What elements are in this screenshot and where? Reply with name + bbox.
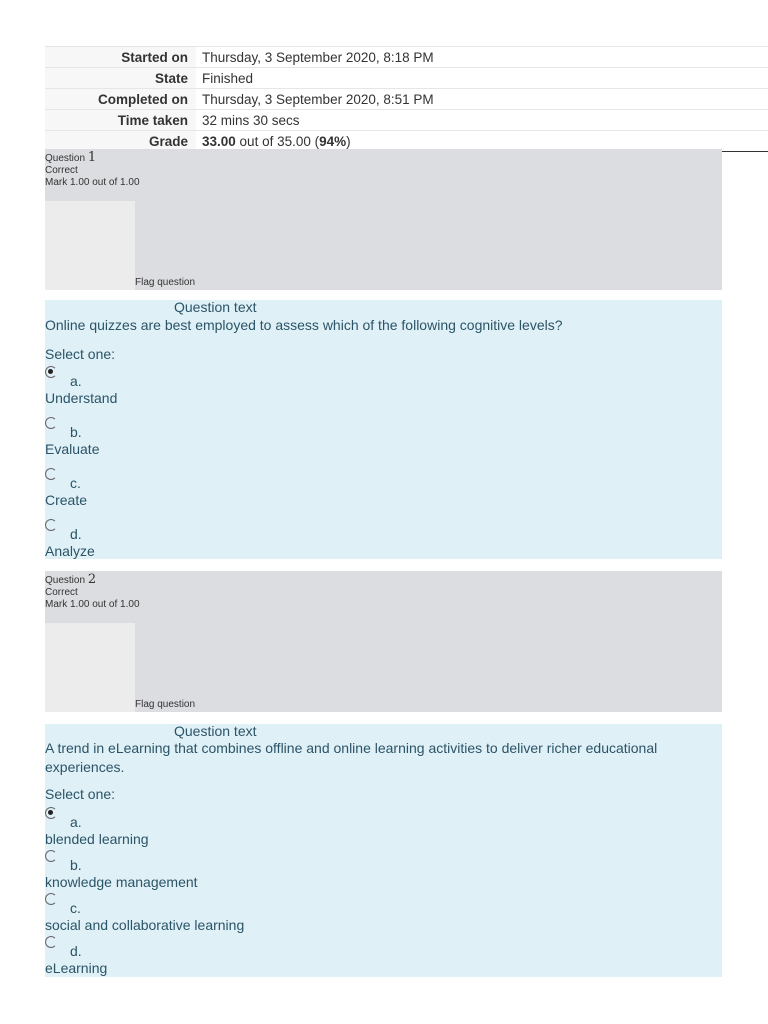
- flag-question-link[interactable]: Flag question: [135, 277, 196, 288]
- summary-label: State: [45, 68, 196, 89]
- option-answer: knowledge management: [45, 874, 198, 890]
- radio-button[interactable]: [45, 417, 57, 429]
- question-status: Correct: [45, 165, 78, 176]
- option-letter: c.: [70, 900, 81, 916]
- question-text: Online quizzes are best employed to assess which of the following cognitive levels?: [45, 317, 563, 333]
- option-answer: eLearning: [45, 960, 108, 976]
- question-number: Question 1: [45, 150, 97, 165]
- flag-icon[interactable]: [45, 201, 135, 290]
- radio-button-checked[interactable]: [45, 807, 57, 819]
- summary-row-time: [45, 110, 768, 131]
- question-2-content: [45, 724, 722, 977]
- option-letter: a.: [70, 814, 82, 830]
- summary-row-state: [45, 68, 768, 89]
- option-answer: blended learning: [45, 831, 149, 847]
- question-text: A trend in eLearning that combines offline and online learning activities to deliver richer educational experiences.: [45, 740, 658, 775]
- summary-value: Thursday, 3 September 2020, 8:51 PM: [196, 89, 768, 110]
- attempt-summary-table: [45, 46, 768, 152]
- select-one-label: Select one:: [45, 346, 116, 362]
- question-text-heading: Question text: [174, 299, 257, 315]
- summary-value: 32 mins 30 secs: [196, 110, 768, 131]
- grade-percent: 94%: [319, 133, 347, 149]
- summary-label: Completed on: [45, 89, 196, 110]
- option-answer: Analyze: [45, 543, 95, 559]
- flag-icon[interactable]: [45, 623, 135, 712]
- question-meta: [45, 152, 140, 189]
- summary-value: Thursday, 3 September 2020, 8:18 PM: [196, 47, 768, 68]
- flag-question-link[interactable]: Flag question: [135, 699, 196, 710]
- summary-value: Finished: [196, 68, 768, 89]
- option-letter: d.: [70, 526, 82, 542]
- option-letter: d.: [70, 943, 82, 959]
- summary-label: Grade: [45, 131, 196, 152]
- grade-close: ): [346, 133, 351, 149]
- option-letter: c.: [70, 475, 81, 491]
- radio-button[interactable]: [45, 893, 57, 905]
- radio-button[interactable]: [45, 850, 57, 862]
- select-one-label: Select one:: [45, 786, 116, 802]
- option-letter: b.: [70, 424, 82, 440]
- option-letter: a.: [70, 373, 82, 389]
- question-2-info: [45, 571, 722, 712]
- summary-row-started: [45, 47, 768, 68]
- question-1-info: [45, 149, 722, 290]
- question-1-content: [45, 300, 722, 559]
- question-meta: [45, 574, 140, 611]
- grade-score: 33.00: [202, 133, 236, 149]
- question-mark: Mark 1.00 out of 1.00: [45, 599, 140, 610]
- question-text-heading: Question text: [174, 723, 257, 739]
- option-letter: b.: [70, 857, 82, 873]
- radio-button[interactable]: [45, 468, 57, 480]
- summary-label: Time taken: [45, 110, 196, 131]
- summary-label: Started on: [45, 47, 196, 68]
- radio-button[interactable]: [45, 519, 57, 531]
- option-answer: Create: [45, 492, 88, 508]
- question-mark: Mark 1.00 out of 1.00: [45, 177, 140, 188]
- option-answer: social and collaborative learning: [45, 917, 245, 933]
- summary-row-completed: [45, 89, 768, 110]
- radio-button-checked[interactable]: [45, 366, 57, 378]
- option-answer: Understand: [45, 390, 118, 406]
- question-number: Question 2: [45, 572, 97, 587]
- option-answer: Evaluate: [45, 441, 100, 457]
- question-status: Correct: [45, 587, 78, 598]
- radio-button[interactable]: [45, 936, 57, 948]
- grade-total: out of 35.00 (: [235, 133, 320, 149]
